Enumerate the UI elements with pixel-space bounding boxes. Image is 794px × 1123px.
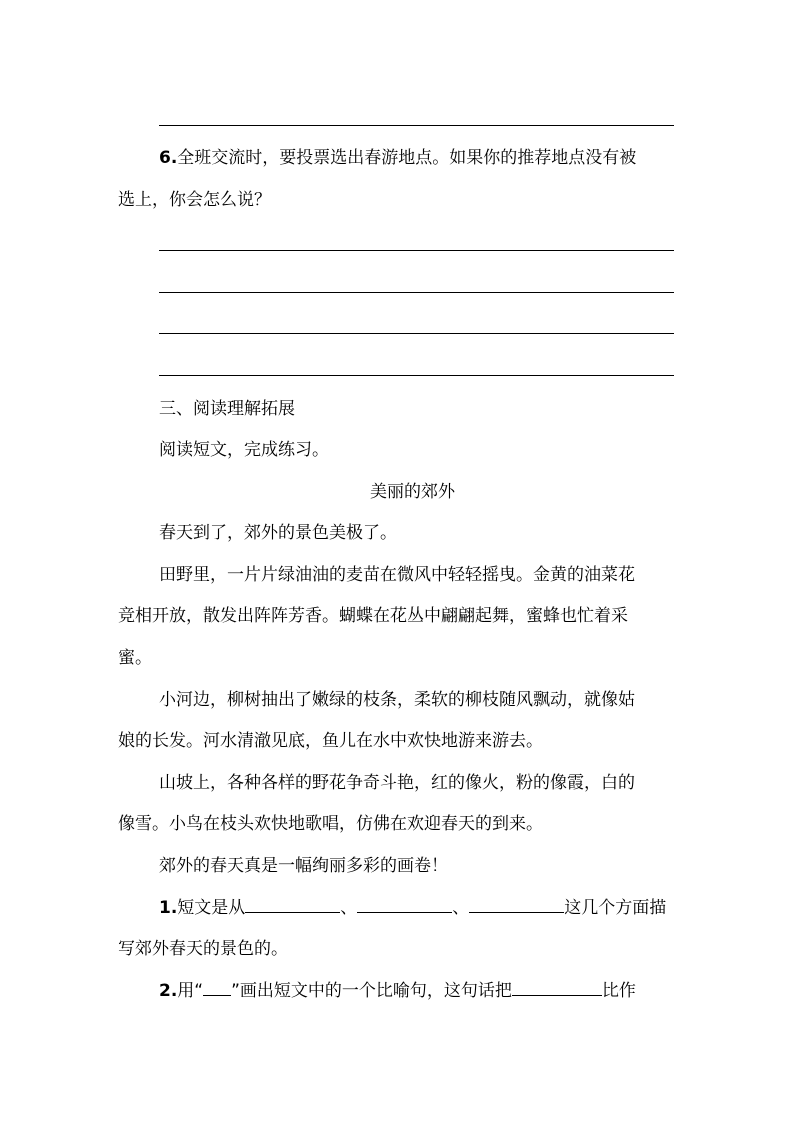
answer-blank[interactable]	[357, 896, 452, 913]
passage-paragraph-2-line2: 竞相开放，散发出阵阵芳香。蝴蝶在花丛中翩翩起舞，蜜蜂也忙着采	[118, 606, 628, 626]
section-heading: 三、阅读理解拓展	[159, 399, 295, 419]
question-text: 用“	[177, 981, 204, 1001]
answer-blank[interactable]	[469, 896, 564, 913]
question-6-line2: 选上，你会怎么说？	[118, 190, 271, 210]
separator: 、	[452, 898, 470, 918]
underline-sample	[203, 979, 231, 996]
passage-paragraph-2-line3: 蜜。	[118, 648, 152, 668]
question-text: 比作	[601, 981, 636, 1001]
passage-paragraph-2-line1: 田野里，一片片绿油油的麦苗在微风中轻轻摇曳。金黄的油菜花	[159, 565, 635, 585]
question-1-line1	[159, 896, 666, 920]
passage-paragraph-5: 郊外的春天真是一幅绚丽多彩的画卷！	[159, 856, 448, 876]
separator: 、	[340, 898, 358, 918]
question-text: 短文是从	[177, 898, 246, 918]
question-number: 2.	[159, 981, 178, 1001]
passage-paragraph-3-line1: 小河边，柳树抽出了嫩绿的枝条，柔软的柳枝随风飘动，就像姑	[159, 690, 635, 710]
answer-line[interactable]	[159, 333, 674, 334]
answer-line[interactable]	[159, 125, 674, 126]
question-number: 1.	[159, 898, 178, 918]
question-text: ”画出短文中的一个比喻句，这句话把	[231, 981, 512, 1001]
answer-line[interactable]	[159, 375, 674, 376]
passage-title: 美丽的郊外	[370, 482, 455, 502]
passage-paragraph-3-line2: 娘的长发。河水清澈见底，鱼儿在水中欢快地游来游去。	[118, 731, 543, 751]
passage-paragraph-4-line2: 像雪。小鸟在枝头欢快地歌唱，仿佛在欢迎春天的到来。	[118, 814, 543, 834]
question-number: 6.	[159, 148, 178, 168]
answer-line[interactable]	[159, 292, 674, 293]
question-6-line1	[159, 146, 636, 170]
passage-paragraph-4-line1: 山坡上，各种各样的野花争奇斗艳，红的像火，粉的像霞，白的	[159, 773, 635, 793]
question-text: 全班交流时，要投票选出春游地点。如果你的推荐地点没有被	[177, 148, 637, 168]
answer-line[interactable]	[159, 250, 674, 251]
section-instruction: 阅读短文，完成练习。	[159, 440, 329, 460]
answer-blank[interactable]	[512, 979, 602, 996]
question-1-line2: 写郊外春天的景色的。	[118, 939, 288, 959]
question-2-line1	[159, 979, 636, 1003]
passage-paragraph-1: 春天到了，郊外的景色美极了。	[159, 523, 397, 543]
answer-blank[interactable]	[245, 896, 340, 913]
question-text: 这几个方面描	[564, 898, 667, 918]
